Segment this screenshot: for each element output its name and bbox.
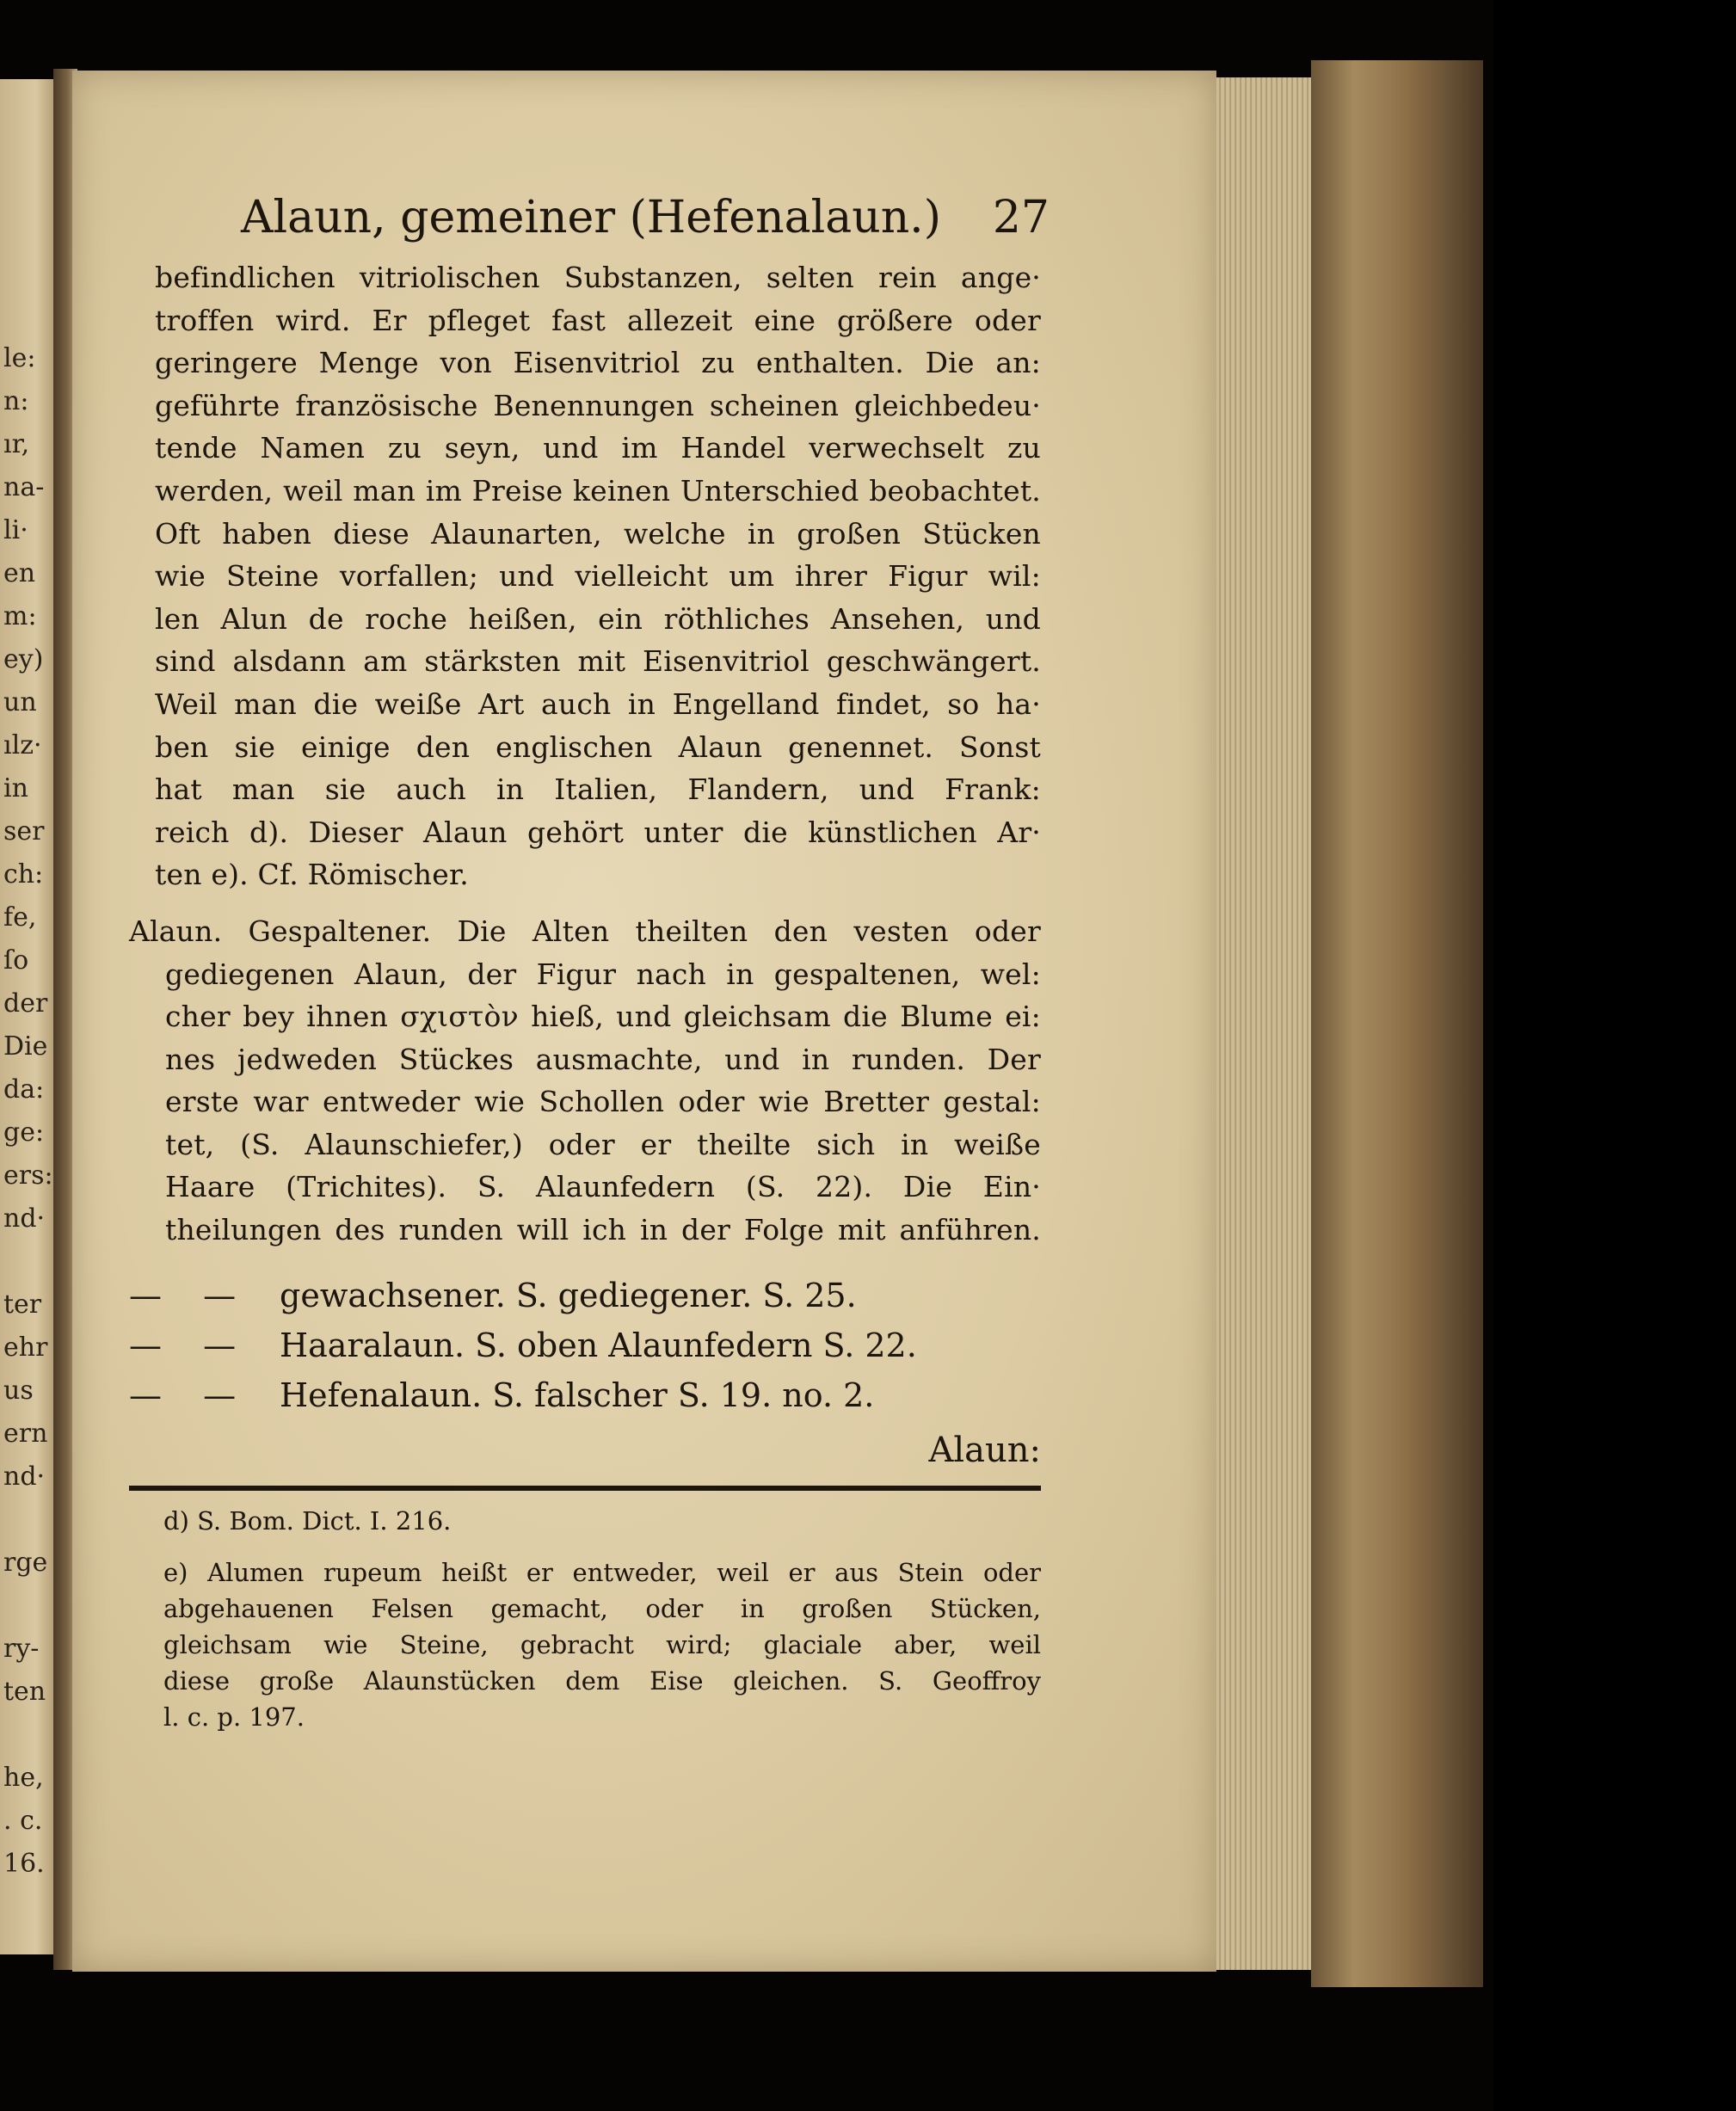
left-page-fragment: ehr	[3, 1332, 48, 1363]
text-line: gediegenen Alaun, der Figur nach in gespaltenen, wel:	[165, 957, 1041, 991]
left-page-fragment: ry-	[3, 1634, 40, 1664]
left-page-fragment: he,	[3, 1763, 44, 1793]
left-page-fragment: un	[3, 687, 37, 717]
text-line: ten e). Cf. Römischer.	[155, 858, 469, 892]
text-line: erste war entweder wie Schollen oder wie Bretter gestal:	[165, 1085, 1041, 1119]
left-page-fragment: . c.	[3, 1806, 43, 1836]
left-page-text-fragments	[3, 337, 58, 1886]
footnotes	[129, 1503, 1041, 1735]
scan-border	[1493, 0, 1736, 2111]
page-edges	[1216, 77, 1311, 1970]
text-line: geringere Menge von Eisenvitriol zu enthalten. Die an:	[155, 346, 1041, 380]
text-line: befindlichen vitriolischen Substanzen, selten rein ange·	[155, 261, 1041, 294]
text-line: werden, weil man im Preise keinen Unterschied beobachtet.	[155, 473, 1041, 508]
left-page-fragment	[3, 1714, 58, 1757]
subentry-dashes: — —	[129, 1376, 252, 1414]
subentry-haaralaun	[129, 1320, 1041, 1370]
text-line: Oft haben diese Alaunarten, welche in großen Stücken	[155, 516, 1041, 551]
left-facing-page	[0, 79, 60, 1954]
left-page-fragment: ter	[3, 1289, 42, 1320]
text-line: reich d). Dieser Alaun gehört unter die künstlichen Ar·	[155, 815, 1041, 849]
text-line: sind alsdann am stärksten mit Eisenvitriol geschwängert.	[155, 644, 1041, 679]
book-cover-edge	[1311, 60, 1483, 1987]
text-line: wie Steine vorfallen; und vielleicht um ihrer Figur wil:	[155, 559, 1041, 594]
paragraph-alaun-gemeiner	[129, 256, 1041, 896]
left-page-fragment: rge	[3, 1548, 48, 1578]
page-number: 27	[992, 192, 1050, 243]
left-page-fragment: ılz·	[3, 730, 42, 760]
footnote-e-line: e) Alumen rupeum heißt er entweder, weil er aus Stein oder	[163, 1557, 1041, 1587]
subentry-dashes: — —	[129, 1326, 252, 1364]
text-line: tet, (S. Alaunschiefer,) oder er theilte sich in weiße	[165, 1127, 1041, 1161]
text-line: ben sie einige den englischen Alaun genennet. Sonst	[155, 729, 1041, 764]
left-page-fragment: us	[3, 1376, 34, 1406]
catchword: Alaun:	[928, 1430, 1041, 1470]
left-page-fragment: m:	[3, 601, 37, 631]
footnote-rule	[129, 1486, 1041, 1491]
left-page-fragment: nd·	[3, 1462, 46, 1492]
footnote-e-line: diese große Alaunstücken dem Eise gleichen. S. Geoffroy	[163, 1665, 1041, 1696]
footnote-e-line: l. c. p. 197.	[163, 1702, 305, 1732]
left-page-fragment: le:	[3, 343, 36, 373]
left-page-fragment: nd·	[3, 1203, 46, 1234]
left-page-fragment: Die	[3, 1031, 48, 1062]
subentries	[129, 1271, 1041, 1420]
left-page-fragment	[3, 1585, 58, 1628]
left-page-fragment: ſo	[3, 945, 29, 975]
left-page-fragment: en	[3, 558, 36, 588]
left-page-fragment: ser	[3, 816, 45, 846]
text-line: Haare (Trichites). S. Alaunfedern (S. 22). Die Ein·	[165, 1170, 1041, 1204]
left-page-fragment: na-	[3, 472, 45, 502]
entry-headline: Alaun. Gespaltener. Die Alten theilten den vesten oder	[129, 914, 1041, 948]
subentry-text: Haaralaun. S. oben Alaunfedern S. 22.	[280, 1326, 917, 1364]
text-line: tende Namen zu seyn, und im Handel verwechselt zu	[155, 431, 1041, 465]
running-head	[129, 188, 1050, 256]
left-page-fragment: ge:	[3, 1117, 45, 1148]
subentry-hefenalaun	[129, 1370, 1041, 1420]
text-line: theilungen des runden will ich in der Folge mit anführen.	[165, 1213, 1041, 1247]
left-page-fragment: ers:	[3, 1160, 53, 1191]
text-line: cher bey ihnen σχιστὸν hieß, und gleichsam die Blume ei:	[165, 1000, 1041, 1034]
footnote-e-line: abgehauenen Felsen gemacht, oder in großen Stücken,	[163, 1593, 1041, 1623]
left-page-fragment: der	[3, 988, 48, 1019]
left-page-fragment: li·	[3, 515, 28, 545]
text-line: geführte französische Benennungen scheinen gleichbedeu·	[155, 388, 1041, 422]
subentry-text: Hefenalaun. S. falscher S. 19. no. 2.	[280, 1376, 875, 1414]
left-page-fragment: ır,	[3, 429, 30, 459]
footnote-e-line: gleichsam wie Steine, gebracht wird; glaciale aber, weil	[163, 1629, 1041, 1659]
left-page-fragment: in	[3, 773, 28, 803]
left-page-fragment: ten	[3, 1677, 46, 1707]
subentry-text: gewachsener. S. gediegener. S. 25.	[280, 1276, 857, 1314]
subentry-dashes: — —	[129, 1276, 252, 1314]
text-line: troffen wird. Er pfleget fast allezeit eine größere oder	[155, 303, 1041, 337]
text-line: nes jedweden Stückes ausmachte, und in runden. Der	[165, 1042, 1041, 1076]
left-page-fragment: ch:	[3, 859, 44, 889]
left-page-fragment	[3, 1499, 58, 1542]
text-line: Weil man die weiße Art auch in Engelland findet, so ha·	[155, 686, 1041, 721]
left-page-fragment: fe,	[3, 902, 37, 932]
left-page-fragment: 16.	[3, 1849, 45, 1879]
left-page-fragment	[3, 1240, 58, 1283]
left-page-fragment: ey)	[3, 644, 44, 674]
entry-gespaltener	[129, 910, 1041, 1252]
running-head-title: Alaun, gemeiner (Hefenalaun.)	[241, 192, 941, 243]
page-content	[129, 188, 1050, 1735]
left-page-fragment: da:	[3, 1074, 45, 1105]
left-page-fragment: ern	[3, 1419, 48, 1449]
text-line: hat man sie auch in Italien, Flandern, und Frank:	[155, 772, 1041, 807]
text-line: len Alun de roche heißen, ein röthliches Ansehen, und	[155, 601, 1041, 636]
subentry-gewachsener	[129, 1271, 1041, 1320]
left-page-fragment: n:	[3, 386, 29, 416]
footnote-d: d) S. Bom. Dict. I. 216.	[163, 1505, 452, 1536]
